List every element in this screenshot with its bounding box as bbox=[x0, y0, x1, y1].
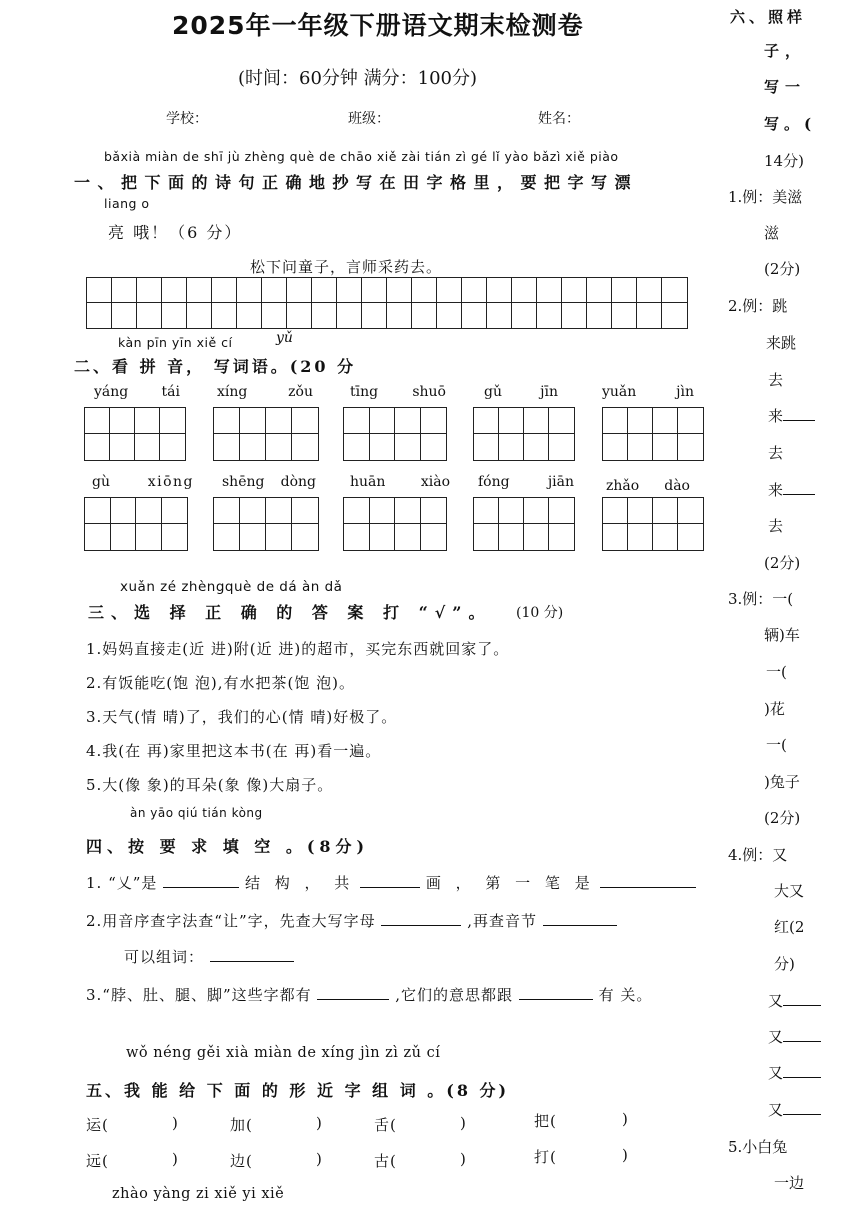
grid-cell[interactable] bbox=[237, 278, 262, 303]
char-label: 边( bbox=[230, 1152, 253, 1170]
box-cell[interactable] bbox=[549, 434, 574, 460]
grid-cell[interactable] bbox=[487, 303, 512, 328]
section4-pinyin: àn yāo qiú tián kòng bbox=[130, 806, 263, 820]
box-cell[interactable] bbox=[240, 408, 266, 434]
box-cell[interactable] bbox=[111, 498, 137, 524]
pinyin-syllable: yáng bbox=[94, 384, 129, 400]
word-box[interactable] bbox=[213, 407, 319, 461]
pinyin-syllable: gù bbox=[92, 474, 110, 490]
word-box[interactable] bbox=[84, 407, 186, 461]
side-line: 写。( bbox=[764, 115, 817, 133]
box-cell[interactable] bbox=[474, 408, 499, 434]
time-info: (时间：60分钟 满分：100分) bbox=[238, 68, 478, 89]
pinyin-syllable: huān bbox=[350, 474, 386, 490]
box-cell[interactable] bbox=[603, 498, 628, 524]
section1-title-2: 亮 哦！（6 分） bbox=[108, 223, 243, 242]
box-cell[interactable] bbox=[214, 498, 240, 524]
box-cell[interactable] bbox=[678, 498, 703, 524]
grid-cell[interactable] bbox=[137, 303, 162, 328]
side-line: 辆)车 bbox=[764, 626, 800, 644]
answer-blank[interactable] bbox=[360, 873, 420, 888]
box-cell[interactable] bbox=[628, 408, 653, 434]
answer-blank[interactable] bbox=[210, 947, 294, 962]
section3-title: 三、选 择 正 确 的 答 案 打 “√”。 bbox=[88, 603, 492, 622]
grid-cell[interactable] bbox=[412, 278, 437, 303]
box-cell[interactable] bbox=[628, 498, 653, 524]
pinyin-syllable: jìn bbox=[676, 384, 694, 400]
box-cell[interactable] bbox=[549, 524, 574, 550]
char-label: 远( bbox=[86, 1152, 109, 1170]
answer-blank[interactable] bbox=[381, 911, 461, 926]
side-line: 一边 bbox=[774, 1174, 805, 1192]
paren-close: ) bbox=[460, 1114, 467, 1132]
grid-cell[interactable] bbox=[537, 303, 562, 328]
answer-blank[interactable] bbox=[783, 1063, 821, 1078]
side-text: 又 bbox=[768, 1101, 784, 1119]
pinyin-syllable: shēng bbox=[222, 474, 265, 490]
q2-text: 可以组词： bbox=[124, 948, 205, 966]
word-pair bbox=[534, 1146, 557, 1167]
pinyin-syllable: tīng bbox=[350, 384, 379, 400]
pinyin-syllable: gǔ bbox=[484, 384, 502, 400]
box-cell[interactable] bbox=[266, 498, 292, 524]
box-cell[interactable] bbox=[499, 498, 524, 524]
pinyin-syllable: xíng bbox=[217, 384, 248, 400]
grid-cell[interactable] bbox=[412, 303, 437, 328]
word-pair bbox=[230, 1150, 253, 1171]
grid-cell[interactable] bbox=[662, 278, 687, 303]
side-line: 5.小白兔 bbox=[728, 1138, 788, 1156]
box-cell[interactable] bbox=[160, 408, 185, 434]
word-pinyin bbox=[350, 384, 446, 400]
fill-q2b bbox=[124, 946, 294, 967]
side-line: 写一 bbox=[764, 78, 807, 96]
box-cell[interactable] bbox=[135, 408, 160, 434]
char-label: 打( bbox=[534, 1148, 557, 1166]
word-pair bbox=[86, 1150, 109, 1171]
pinyin-syllable: zǒu bbox=[288, 384, 313, 400]
side-text: 又 bbox=[768, 1028, 784, 1046]
fill-q3 bbox=[86, 984, 652, 1005]
pinyin-syllable: yuǎn bbox=[602, 384, 637, 400]
box-cell[interactable] bbox=[162, 498, 188, 524]
box-cell[interactable] bbox=[344, 498, 370, 524]
answer-blank[interactable] bbox=[783, 1100, 821, 1115]
grid-cell[interactable] bbox=[387, 278, 412, 303]
box-cell[interactable] bbox=[135, 434, 160, 460]
box-cell[interactable] bbox=[395, 524, 421, 550]
word-pair bbox=[316, 1114, 323, 1132]
box-cell[interactable] bbox=[85, 408, 110, 434]
box-cell[interactable] bbox=[370, 434, 396, 460]
word-pair bbox=[374, 1114, 397, 1135]
side-line bbox=[768, 1099, 821, 1120]
side-line bbox=[768, 1026, 821, 1047]
grid-cell[interactable] bbox=[612, 278, 637, 303]
paren-close: ) bbox=[622, 1146, 629, 1164]
pinyin-syllable: jiān bbox=[547, 474, 574, 490]
side-line: (2分) bbox=[764, 809, 801, 827]
word-box[interactable] bbox=[343, 407, 447, 461]
word-box[interactable] bbox=[602, 497, 704, 551]
grid-cell[interactable] bbox=[287, 303, 312, 328]
question-item: 3.天气(情 晴)了，我们的心(情 晴)好极了。 bbox=[86, 708, 398, 726]
box-cell[interactable] bbox=[85, 524, 111, 550]
grid-cell[interactable] bbox=[512, 278, 537, 303]
box-cell[interactable] bbox=[678, 434, 703, 460]
section2-title: 二、看 拼 音， 写词语。(20 分 bbox=[74, 357, 357, 376]
word-box[interactable] bbox=[473, 407, 575, 461]
word-box[interactable] bbox=[473, 497, 575, 551]
pinyin-syllable: xiào bbox=[420, 474, 450, 490]
pinyin-syllable: fóng bbox=[478, 474, 510, 490]
box-cell[interactable] bbox=[474, 434, 499, 460]
box-cell[interactable] bbox=[603, 434, 628, 460]
grid-cell[interactable] bbox=[112, 278, 137, 303]
box-cell[interactable] bbox=[266, 408, 292, 434]
grid-cell[interactable] bbox=[437, 278, 462, 303]
school-label: 学校： bbox=[166, 111, 208, 127]
word-box[interactable] bbox=[84, 497, 188, 551]
grid-cell[interactable] bbox=[87, 303, 112, 328]
grid-cell[interactable] bbox=[362, 278, 387, 303]
q3-text: 有 关。 bbox=[598, 986, 653, 1004]
word-pinyin bbox=[94, 384, 180, 400]
word-pinyin bbox=[484, 384, 558, 400]
side-line: (2分) bbox=[764, 554, 801, 572]
side-line: 大又 bbox=[774, 882, 805, 900]
answer-blank[interactable] bbox=[163, 873, 239, 888]
word-pair bbox=[622, 1110, 629, 1128]
q1-text: 画 ， 第 一 笔 是 bbox=[425, 874, 595, 892]
box-cell[interactable] bbox=[292, 408, 318, 434]
side-line: 去 bbox=[768, 371, 784, 389]
section3-pinyin: xuǎn zé zhèngquè de dá àn dǎ bbox=[120, 579, 343, 595]
pinyin-syllable: dòng bbox=[280, 474, 316, 490]
box-cell[interactable] bbox=[678, 524, 703, 550]
pinyin-syllable: xiōng bbox=[147, 474, 194, 490]
word-pair bbox=[534, 1110, 557, 1131]
name-label: 姓名： bbox=[538, 111, 580, 127]
grid-cell[interactable] bbox=[387, 303, 412, 328]
side-line: 一( bbox=[766, 663, 787, 681]
box-cell[interactable] bbox=[524, 408, 549, 434]
word-pinyin bbox=[478, 474, 574, 490]
box-cell[interactable] bbox=[653, 408, 678, 434]
side-line: 3.例：一( bbox=[728, 590, 794, 608]
box-cell[interactable] bbox=[162, 524, 188, 550]
side-line bbox=[768, 990, 821, 1011]
box-cell[interactable] bbox=[370, 408, 396, 434]
word-pair bbox=[374, 1150, 397, 1171]
answer-blank[interactable] bbox=[783, 991, 821, 1006]
grid-cell[interactable] bbox=[662, 303, 687, 328]
grid-cell[interactable] bbox=[262, 303, 287, 328]
class-label: 班级： bbox=[348, 111, 390, 127]
word-pair bbox=[622, 1146, 629, 1164]
grid-cell[interactable] bbox=[487, 278, 512, 303]
grid-cell[interactable] bbox=[637, 303, 662, 328]
box-cell[interactable] bbox=[628, 524, 653, 550]
box-cell[interactable] bbox=[110, 434, 135, 460]
grid-cell[interactable] bbox=[312, 303, 337, 328]
box-cell[interactable] bbox=[344, 524, 370, 550]
box-cell[interactable] bbox=[344, 408, 370, 434]
grid-cell[interactable] bbox=[162, 278, 187, 303]
section6-pinyin: zhào yàng zi xiě yi xiě bbox=[112, 1186, 285, 1202]
word-box[interactable] bbox=[602, 407, 704, 461]
box-cell[interactable] bbox=[370, 498, 396, 524]
grid-cell[interactable] bbox=[637, 278, 662, 303]
grid-cell[interactable] bbox=[162, 303, 187, 328]
box-cell[interactable] bbox=[370, 524, 396, 550]
q2-text: ,再查音节 bbox=[467, 912, 537, 930]
word-pinyin bbox=[606, 478, 690, 494]
box-cell[interactable] bbox=[136, 524, 162, 550]
answer-blank[interactable] bbox=[783, 406, 815, 421]
word-pair bbox=[460, 1150, 467, 1168]
grid-cell[interactable] bbox=[212, 303, 237, 328]
box-cell[interactable] bbox=[421, 408, 447, 434]
grid-cell[interactable] bbox=[87, 278, 112, 303]
box-cell[interactable] bbox=[421, 498, 447, 524]
side-text: 来 bbox=[768, 481, 784, 499]
box-cell[interactable] bbox=[160, 434, 185, 460]
grid-cell[interactable] bbox=[512, 303, 537, 328]
char-label: 加( bbox=[230, 1116, 253, 1134]
answer-blank[interactable] bbox=[543, 911, 617, 926]
box-cell[interactable] bbox=[111, 524, 137, 550]
box-cell[interactable] bbox=[474, 524, 499, 550]
side-text: 来 bbox=[768, 407, 784, 425]
box-cell[interactable] bbox=[603, 408, 628, 434]
q3-text: ,它们的意思都跟 bbox=[395, 986, 513, 1004]
section1-pinyin: bǎxià miàn de shī jù zhèng què de chāo xiě zài tián zì gé lǐ yào bǎzì xiě piào bbox=[104, 149, 619, 164]
box-cell[interactable] bbox=[240, 524, 266, 550]
side-text: 又 bbox=[768, 992, 784, 1010]
side-line: 分) bbox=[774, 955, 795, 973]
answer-blank[interactable] bbox=[317, 985, 389, 1000]
q1-text: 1. “乂”是 bbox=[86, 874, 158, 892]
box-cell[interactable] bbox=[524, 498, 549, 524]
pinyin-syllable: shuō bbox=[412, 384, 446, 400]
box-cell[interactable] bbox=[395, 408, 421, 434]
grid-cell[interactable] bbox=[337, 303, 362, 328]
word-pair bbox=[172, 1114, 179, 1132]
grid-cell[interactable] bbox=[337, 278, 362, 303]
box-cell[interactable] bbox=[474, 498, 499, 524]
writing-grid[interactable] bbox=[86, 277, 688, 329]
answer-blank[interactable] bbox=[600, 873, 696, 888]
box-cell[interactable] bbox=[214, 408, 240, 434]
side-line: )花 bbox=[764, 700, 785, 718]
box-cell[interactable] bbox=[344, 434, 370, 460]
char-label: 古( bbox=[374, 1152, 397, 1170]
box-cell[interactable] bbox=[524, 524, 549, 550]
word-box[interactable] bbox=[213, 497, 319, 551]
grid-cell[interactable] bbox=[112, 303, 137, 328]
word-pair bbox=[460, 1114, 467, 1132]
answer-blank[interactable] bbox=[519, 985, 593, 1000]
side-line: 2.例：跳 bbox=[728, 297, 788, 315]
box-cell[interactable] bbox=[421, 434, 447, 460]
box-cell[interactable] bbox=[653, 434, 678, 460]
grid-cell[interactable] bbox=[612, 303, 637, 328]
box-cell[interactable] bbox=[653, 498, 678, 524]
box-cell[interactable] bbox=[603, 524, 628, 550]
side-line: 1.例：美滋 bbox=[728, 188, 803, 206]
box-cell[interactable] bbox=[549, 408, 574, 434]
box-cell[interactable] bbox=[395, 498, 421, 524]
grid-cell[interactable] bbox=[437, 303, 462, 328]
question-item: 4.我(在 再)家里把这本书(在 再)看一遍。 bbox=[86, 742, 382, 760]
box-cell[interactable] bbox=[499, 434, 524, 460]
word-pair bbox=[172, 1150, 179, 1168]
box-cell[interactable] bbox=[421, 524, 447, 550]
side-line: )兔子 bbox=[764, 773, 800, 791]
box-cell[interactable] bbox=[499, 408, 524, 434]
side-line: 一( bbox=[766, 736, 787, 754]
word-pair bbox=[86, 1114, 109, 1135]
grid-cell[interactable] bbox=[287, 278, 312, 303]
char-label: 舌( bbox=[374, 1116, 397, 1134]
grid-cell[interactable] bbox=[237, 303, 262, 328]
side-line: 去 bbox=[768, 517, 784, 535]
box-cell[interactable] bbox=[240, 498, 266, 524]
paren-close: ) bbox=[622, 1110, 629, 1128]
box-cell[interactable] bbox=[549, 498, 574, 524]
section1-title: 一、把下面的诗句正确地抄写在田字格里，要把字写漂 bbox=[74, 173, 639, 192]
section1-pinyin-2: liang o bbox=[104, 196, 150, 211]
q1-text: 结 构 ， 共 bbox=[244, 874, 355, 892]
grid-cell[interactable] bbox=[212, 278, 237, 303]
box-cell[interactable] bbox=[266, 524, 292, 550]
box-cell[interactable] bbox=[292, 498, 318, 524]
grid-cell[interactable] bbox=[587, 278, 612, 303]
pinyin-syllable: tái bbox=[161, 384, 180, 400]
answer-blank[interactable] bbox=[783, 480, 815, 495]
word-pair bbox=[230, 1114, 253, 1135]
box-cell[interactable] bbox=[266, 434, 292, 460]
char-label: 运( bbox=[86, 1116, 109, 1134]
grid-cell[interactable] bbox=[462, 303, 487, 328]
box-cell[interactable] bbox=[395, 434, 421, 460]
poem-text: 松下问童子，言师采药去。 bbox=[250, 258, 443, 276]
side-line: 红(2 bbox=[774, 918, 805, 936]
box-cell[interactable] bbox=[240, 434, 266, 460]
question-item: 5.大(像 象)的耳朵(象 像)大扇子。 bbox=[86, 776, 334, 794]
box-cell[interactable] bbox=[678, 408, 703, 434]
word-pinyin bbox=[222, 474, 316, 490]
grid-cell[interactable] bbox=[312, 278, 337, 303]
side-line: 滋 bbox=[764, 224, 780, 242]
box-cell[interactable] bbox=[85, 498, 111, 524]
fill-q2 bbox=[86, 910, 617, 931]
fill-q1 bbox=[86, 872, 696, 893]
side-line: 去 bbox=[768, 444, 784, 462]
box-cell[interactable] bbox=[136, 498, 162, 524]
grid-cell[interactable] bbox=[537, 278, 562, 303]
section5-pinyin: wǒ néng gěi xià miàn de xíng jìn zì zǔ cí bbox=[126, 1045, 441, 1061]
grid-cell[interactable] bbox=[262, 278, 287, 303]
question-item: 1.妈妈直接走(近 进)附(近 进)的超市，买完东西就回家了。 bbox=[86, 640, 510, 658]
grid-cell[interactable] bbox=[462, 278, 487, 303]
side-line: 4.例：又 bbox=[728, 846, 788, 864]
word-box[interactable] bbox=[343, 497, 447, 551]
q3-text: 3.“脖、肚、腿、脚”这些字都有 bbox=[86, 986, 312, 1004]
side-text: 又 bbox=[768, 1064, 784, 1082]
grid-cell[interactable] bbox=[187, 278, 212, 303]
side-line bbox=[768, 405, 815, 426]
word-pinyin bbox=[92, 474, 194, 490]
grid-cell[interactable] bbox=[137, 278, 162, 303]
paren-close: ) bbox=[172, 1150, 179, 1168]
paren-close: ) bbox=[316, 1150, 323, 1168]
section2-pinyin: kàn pīn yīn xiě cí bbox=[118, 335, 233, 350]
paren-close: ) bbox=[316, 1114, 323, 1132]
section2-pinyin-yu: yǔ bbox=[276, 330, 293, 346]
paren-close: ) bbox=[172, 1114, 179, 1132]
q2-text: 2.用音序查字法查“让”字，先查大写字母 bbox=[86, 912, 376, 930]
pinyin-syllable: zhǎo bbox=[606, 478, 640, 494]
word-pinyin bbox=[602, 384, 694, 400]
grid-cell[interactable] bbox=[587, 303, 612, 328]
grid-cell[interactable] bbox=[562, 278, 587, 303]
box-cell[interactable] bbox=[524, 434, 549, 460]
side-line bbox=[768, 1062, 821, 1083]
box-cell[interactable] bbox=[628, 434, 653, 460]
section3-score: (10 分) bbox=[516, 605, 564, 621]
word-pair bbox=[316, 1150, 323, 1168]
section5-title: 五、我 能 给 下 面 的 形 近 字 组 词 。(8 分) bbox=[86, 1081, 510, 1100]
paren-close: ) bbox=[460, 1150, 467, 1168]
box-cell[interactable] bbox=[214, 524, 240, 550]
box-cell[interactable] bbox=[214, 434, 240, 460]
char-label: 把( bbox=[534, 1112, 557, 1130]
box-cell[interactable] bbox=[85, 434, 110, 460]
side-line: 14分) bbox=[764, 152, 804, 170]
word-pinyin bbox=[350, 474, 450, 490]
question-item: 2.有饭能吃(饱 泡),有水把茶(饱 泡)。 bbox=[86, 674, 356, 692]
pinyin-syllable: dào bbox=[664, 478, 690, 494]
answer-blank[interactable] bbox=[783, 1027, 821, 1042]
pinyin-syllable: jīn bbox=[540, 384, 558, 400]
side-line bbox=[768, 479, 815, 500]
box-cell[interactable] bbox=[110, 408, 135, 434]
grid-cell[interactable] bbox=[362, 303, 387, 328]
grid-cell[interactable] bbox=[187, 303, 212, 328]
word-pinyin bbox=[217, 384, 313, 400]
side-line: (2分) bbox=[764, 260, 801, 278]
grid-cell[interactable] bbox=[562, 303, 587, 328]
box-cell[interactable] bbox=[292, 524, 318, 550]
page-title: 2025年一年级下册语文期末检测卷 bbox=[172, 11, 584, 40]
box-cell[interactable] bbox=[499, 524, 524, 550]
side-line: 六、照样 bbox=[730, 8, 807, 26]
side-line: 来跳 bbox=[766, 334, 797, 352]
box-cell[interactable] bbox=[653, 524, 678, 550]
box-cell[interactable] bbox=[292, 434, 318, 460]
side-line: 子， bbox=[764, 42, 807, 60]
section4-title: 四、按 要 求 填 空 。(8分) bbox=[86, 837, 370, 856]
